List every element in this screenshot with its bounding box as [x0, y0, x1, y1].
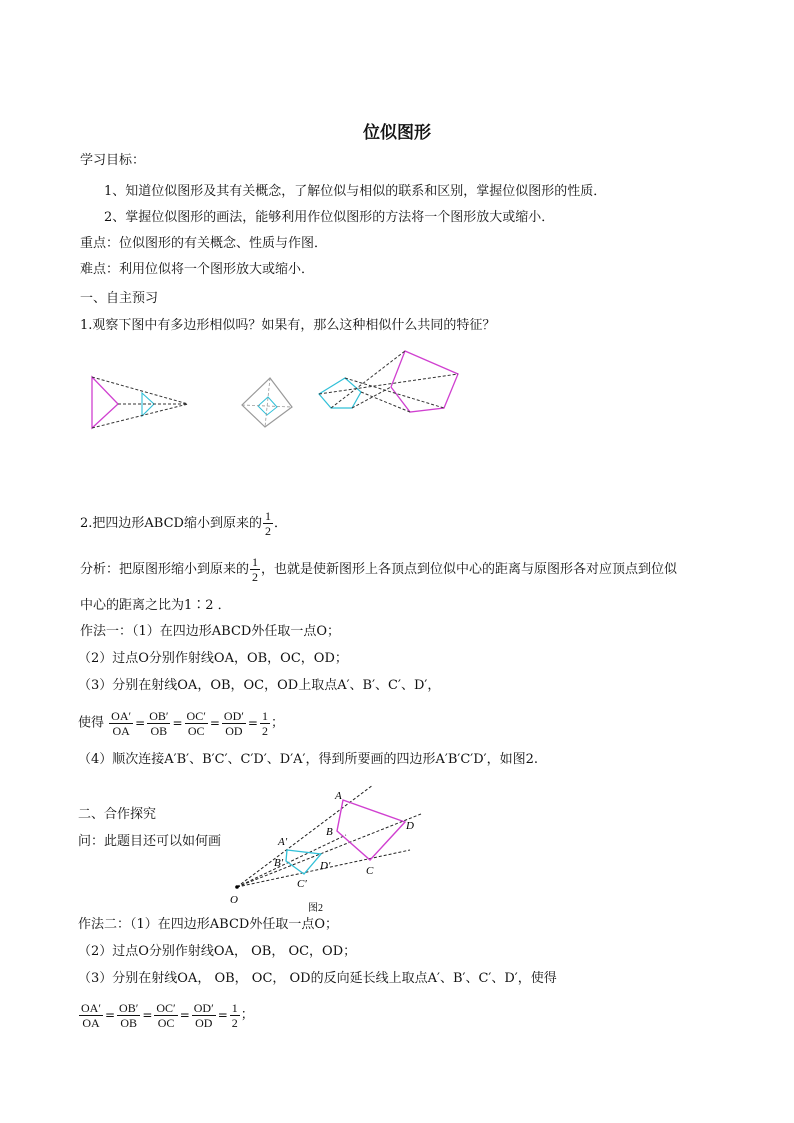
label-A1: A′: [278, 836, 288, 848]
method2-step3: （3）分别在射线OA， OB， OC， OD的反向延长线上取点A′、B′、C′、D′，使得: [78, 971, 557, 986]
ratio-od: [192, 1001, 216, 1030]
fraction-numerator: 1: [231, 1000, 238, 1015]
label-D: D: [406, 820, 414, 832]
equals: =: [179, 1008, 190, 1022]
ratio-oa-num: OA′: [111, 708, 132, 723]
figure-1-pair-middle: [242, 378, 292, 427]
difficulty: 难点：利用位似将一个图形放大或缩小．: [80, 262, 315, 277]
question-2-text: 2.把四边形ABCD缩小到原来的: [80, 516, 262, 531]
ratio-oa-num: OA′: [81, 1000, 101, 1015]
ratio-half: [230, 1001, 240, 1030]
figure-2-caption: 图2: [308, 903, 323, 914]
equals: =: [142, 1008, 153, 1022]
ratio-od-den: OD: [225, 723, 243, 738]
ratio-oc-den: OC: [187, 723, 205, 738]
label-B: B: [326, 826, 333, 838]
label-C: C: [366, 865, 374, 877]
method2-step2: （2）过点O分别作射线OA， OB， OC，OD；: [78, 944, 357, 959]
method1-step4: （4）顺次连接A′B′、B′C′、C′D′、D′A′，得到所要画的四边形A′B′C′D′，如图2.: [78, 752, 539, 767]
method1-ratios: [78, 703, 284, 743]
question-how: 问：此题目还可以如何画: [78, 834, 222, 849]
key-point: 重点：位似图形的有关概念、性质与作图．: [80, 236, 328, 251]
figure-1: [85, 345, 470, 435]
figure-2: [226, 775, 426, 915]
label-B1: B′: [274, 857, 284, 869]
fraction-denominator: 2: [252, 570, 259, 584]
ratio-ob-num: OB′: [119, 1000, 139, 1015]
point-o: [235, 885, 239, 889]
page-title: 位似图形: [363, 123, 431, 143]
goals-heading: 学习目标：: [80, 153, 146, 168]
analysis-text: 分析：把原图形缩小到原来的: [80, 562, 250, 577]
ratio-oa-den: OA: [82, 1015, 100, 1030]
figure-1-pair-right: [319, 351, 458, 412]
ratio-oa: [79, 1001, 103, 1030]
fraction-half: [250, 555, 260, 584]
ratio-od-den: OD: [195, 1015, 213, 1030]
analysis-line-1: [80, 555, 677, 584]
method1-step2: （2）过点O分别作射线OA，OB，OC，OD；: [78, 651, 348, 666]
fraction-half: [263, 509, 273, 538]
ratio-ob-den: OB: [150, 723, 168, 738]
ratio-od-num: OD′: [193, 1000, 214, 1015]
label-C1: C′: [297, 878, 307, 890]
ratio-oa-den: OA: [112, 723, 130, 738]
fraction-denominator: 2: [231, 1015, 238, 1030]
question-2-end: ．: [273, 516, 287, 531]
analysis-text-cont: ，也就是使新图形上各顶点到位似中心的距离与原图形各对应顶点到位似: [261, 562, 678, 577]
ratio-ob-num: OB′: [149, 708, 169, 723]
ratio-end: ；: [240, 1007, 254, 1023]
fraction-numerator: 1: [261, 708, 268, 723]
fraction-denominator: 2: [261, 723, 268, 738]
quad-abcd: [337, 800, 405, 860]
equals: =: [209, 716, 220, 730]
equals: =: [135, 716, 146, 730]
ratio-end: ；: [270, 715, 284, 731]
fraction-numerator: 1: [264, 509, 271, 523]
method1-step1: 作法一：（1）在四边形ABCD外任取一点O；: [80, 624, 340, 639]
ratio-oc: [185, 709, 208, 738]
analysis-line-2: 中心的距离之比为1∶2 ．: [80, 598, 231, 613]
ratio-oc: [154, 1001, 177, 1030]
ratio-oc-num: OC′: [186, 708, 206, 723]
ratio-od: [222, 709, 246, 738]
method1-step3: （3）分别在射线OA，OB，OC，OD上取点A′、B′、C′、D′，: [78, 678, 441, 693]
ratio-ob-den: OB: [120, 1015, 138, 1030]
question-2: [80, 509, 287, 538]
method2-step1: 作法二：（1）在四边形ABCD外任取一点O；: [78, 917, 338, 932]
section-1-heading: 一、自主预习: [80, 291, 159, 306]
goal-1: 1、知道位似图形及其有关概念，了解位似与相似的联系和区别，掌握位似图形的性质．: [104, 184, 607, 199]
equals: =: [217, 1008, 228, 1022]
ratio-oc-num: OC′: [156, 1000, 176, 1015]
equals: =: [104, 1008, 116, 1022]
fraction-denominator: 2: [264, 524, 271, 538]
ratio-oa: [109, 709, 133, 738]
equals: =: [172, 716, 183, 730]
section-2-heading: 二、合作探究: [78, 807, 157, 822]
label-A: A: [335, 790, 342, 802]
question-1: 1.观察下图中有多边形相似吗？如果有，那么这种相似什么共同的特征？: [80, 318, 496, 333]
label-D1: D′: [320, 860, 331, 872]
ratio-oc-den: OC: [157, 1015, 175, 1030]
ratio-lead: 使得: [78, 715, 105, 731]
goal-2: 2、掌握位似图形的画法，能够利用作位似图形的方法将一个图形放大或缩小．: [104, 210, 555, 225]
figure-1-pair-left: [92, 377, 188, 428]
ratio-od-num: OD′: [223, 708, 244, 723]
ratio-ob: [117, 1001, 140, 1030]
label-O: O: [230, 894, 238, 906]
fraction-numerator: 1: [252, 555, 259, 569]
ratio-ob: [147, 709, 170, 738]
equals: =: [247, 716, 258, 730]
ratio-half: [260, 709, 270, 738]
method2-ratios: [78, 995, 254, 1035]
